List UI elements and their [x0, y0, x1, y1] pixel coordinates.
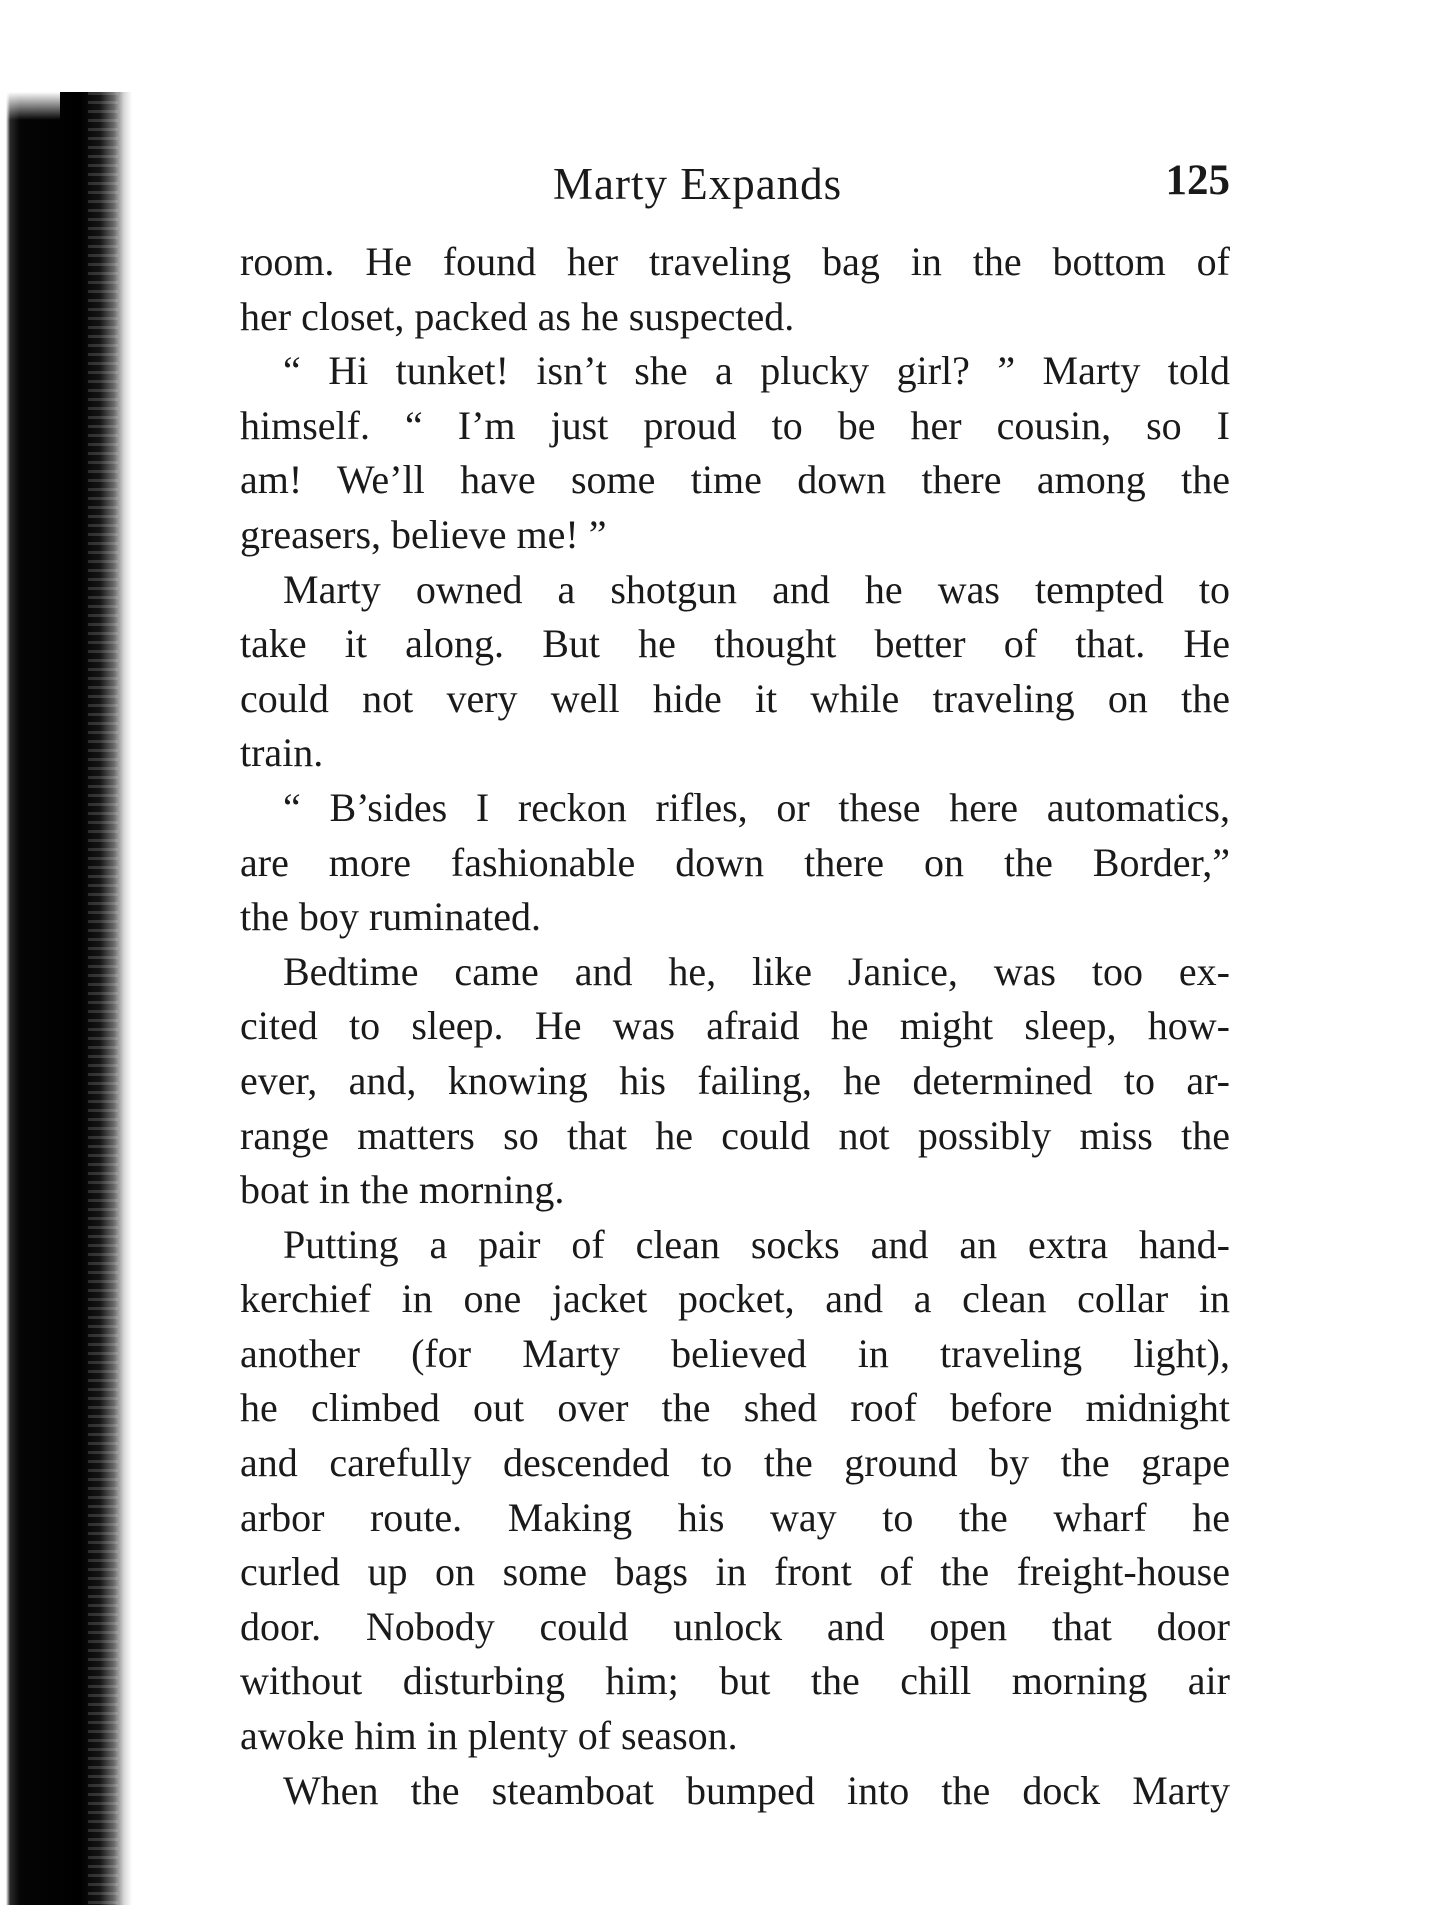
running-title: Marty Expands — [553, 159, 843, 209]
text-line: kerchief in one jacket pocket, and a clean collar in — [240, 1276, 1230, 1322]
text-line: curled up on some bags in front of the freight-house — [240, 1549, 1230, 1595]
text-line: cited to sleep. He was afraid he might sleep, how- — [240, 1003, 1230, 1049]
text-line: “ Hi tunket! isn’t she a plucky girl? ” Marty told — [283, 348, 1230, 394]
text-line: door. Nobody could unlock and open that door — [240, 1603, 1230, 1649]
text-line: arbor route. Making his way to the wharf he — [240, 1494, 1230, 1540]
text-line: greasers, believe me! ” — [240, 511, 607, 557]
text-line: and carefully descended to the ground by the grape — [240, 1440, 1230, 1486]
text-line: ever, and, knowing his failing, he determined to ar- — [240, 1057, 1230, 1103]
text-line: another (for Marty believed in traveling light), — [240, 1330, 1230, 1376]
text-line: am! We’ll have some time down there among the — [240, 457, 1230, 503]
page-number: 125 — [1165, 157, 1230, 204]
text-line: take it along. But he thought better of that. He — [240, 621, 1230, 667]
text-line: without disturbing him; but the chill morning air — [240, 1658, 1230, 1704]
text-line: could not very well hide it while traveling on the — [240, 675, 1230, 721]
text-line: Bedtime came and he, like Janice, was too ex- — [283, 948, 1230, 994]
text-line: Marty owned a shotgun and he was tempted to — [283, 566, 1230, 612]
text-line: “ B’sides I reckon rifles, or these here automatics, — [283, 784, 1230, 830]
text-line: range matters so that he could not possibly miss the — [240, 1112, 1230, 1158]
page-header — [240, 158, 1230, 218]
body-text — [240, 235, 1230, 1818]
text-line: the boy ruminated. — [240, 894, 542, 940]
text-line: room. He found her traveling bag in the bottom of — [240, 239, 1230, 284]
scanned-binding-shadow — [0, 92, 132, 1905]
text-line: train. — [240, 730, 324, 776]
text-line: awoke him in plenty of season. — [240, 1713, 738, 1759]
text-line: boat in the morning. — [240, 1167, 565, 1213]
text-line: Putting a pair of clean socks and an extra hand- — [283, 1221, 1230, 1267]
text-line: he climbed out over the shed roof before midnight — [240, 1385, 1230, 1431]
text-line: himself. “ I’m just proud to be her cousin, so I — [240, 402, 1230, 448]
text-line: are more fashionable down there on the Border,” — [240, 839, 1230, 885]
text-line: When the steamboat bumped into the dock Marty — [283, 1767, 1230, 1813]
scan-edge-fade — [0, 92, 60, 120]
text-line: her closet, packed as he suspected. — [240, 293, 795, 339]
